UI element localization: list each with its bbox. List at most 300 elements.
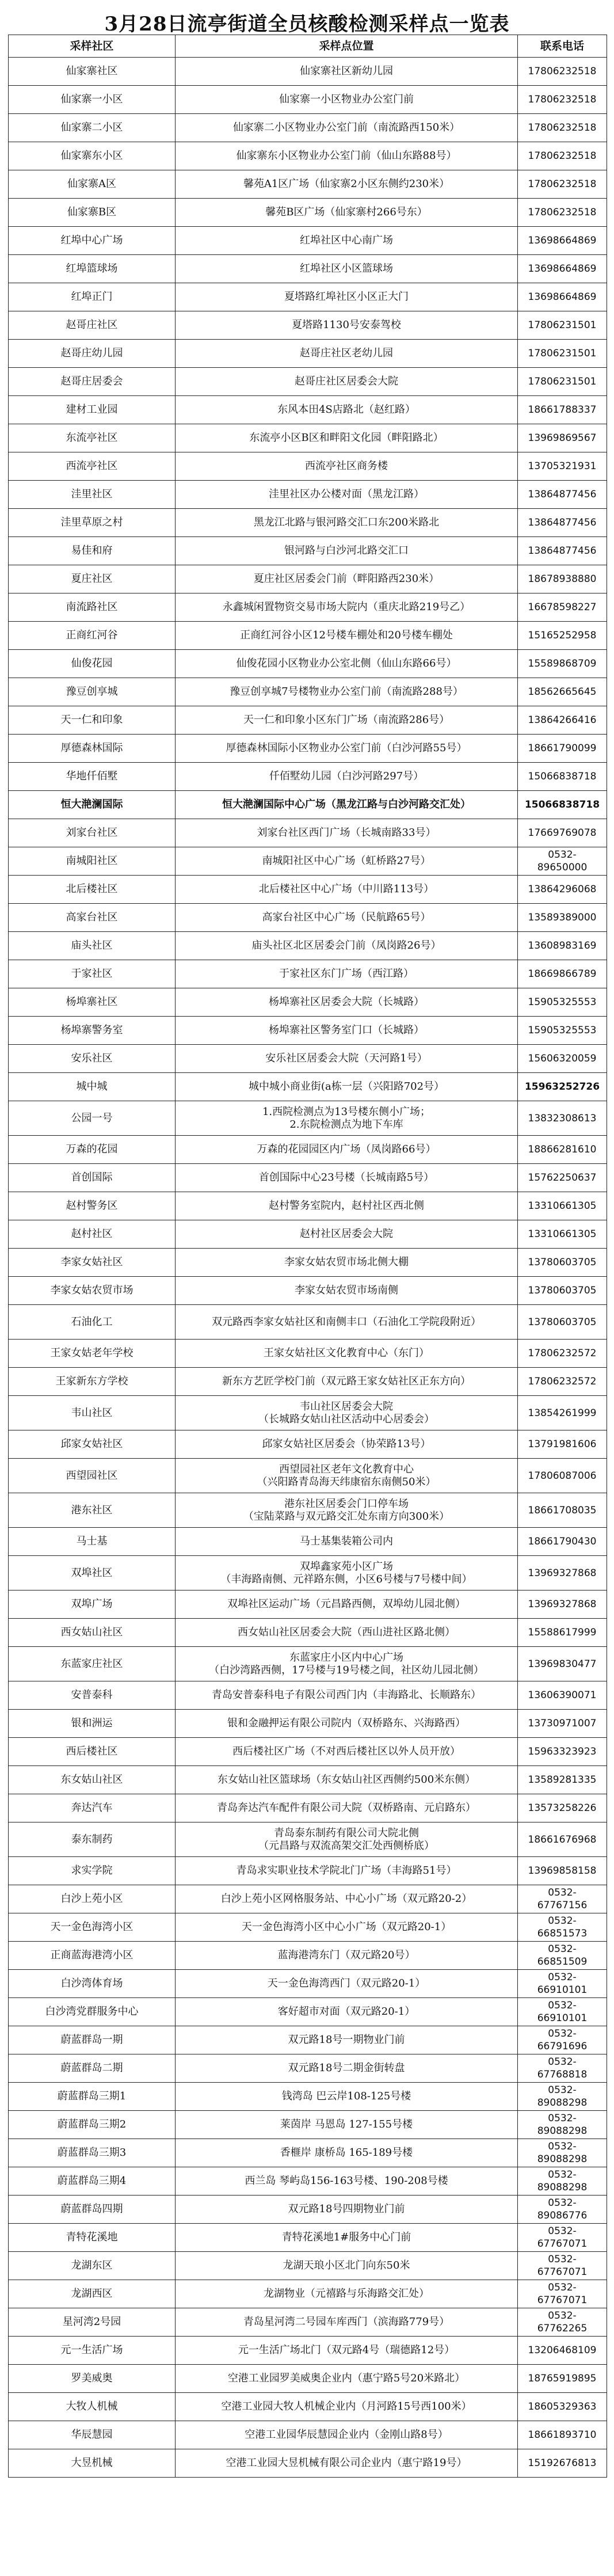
table-row [9, 2337, 607, 2365]
location-cell: 厚德森林国际小区物业办公室门前（白沙河路55号） [176, 735, 518, 763]
community-cell: 东蓝家庄社区 [9, 1647, 176, 1681]
phone-cell: 17669769078 [518, 819, 607, 847]
table-row [9, 2280, 607, 2308]
table-row [9, 2224, 607, 2252]
location-cell: 杨埠寨社区警务室门口（长城路） [176, 1017, 518, 1045]
community-cell: 双埠广场 [9, 1591, 176, 1619]
location-cell: 元一生活广场北门（双元路4号（瑞德路12号） [176, 2337, 518, 2365]
community-cell: 高家台社区 [9, 904, 176, 932]
community-cell: 青特花溪地 [9, 2224, 176, 2252]
location-cell: 黑龙江北路与银河路交汇口东200米路北 [176, 509, 518, 537]
community-cell: 星河湾2号园 [9, 2308, 176, 2337]
table-row [9, 1045, 607, 1073]
table-row [9, 1430, 607, 1459]
table-row [9, 58, 607, 86]
phone-cell: 0532- 66791696 [518, 2026, 607, 2054]
table-row [9, 706, 607, 735]
table-row [9, 2252, 607, 2280]
table-row [9, 650, 607, 678]
location-cell: 西后楼社区广场（不对西后楼社区以外人员开放） [176, 1738, 518, 1766]
location-cell: 李家女姑农贸市场南侧 [176, 1277, 518, 1305]
table-row [9, 819, 607, 847]
phone-cell: 0532- 67762265 [518, 2308, 607, 2337]
community-cell: 蔚蓝群岛三期1 [9, 2083, 176, 2111]
table-row [9, 1619, 607, 1647]
phone-cell: 17806231501 [518, 340, 607, 368]
location-cell: 刘家台社区西门广场（长城南路33号） [176, 819, 518, 847]
location-cell: 馨苑B区广场（仙家寨村266号东） [176, 199, 518, 227]
location-cell: 仙家寨二小区物业办公室门前（南流路西150米） [176, 114, 518, 142]
location-cell: 夏塔路红埠社区小区正大门 [176, 283, 518, 311]
table-row [9, 1766, 607, 1794]
table-row [9, 452, 607, 481]
phone-cell: 0532- 89650000 [518, 847, 607, 876]
location-cell: 青特花溪地1#服务中心门前 [176, 2224, 518, 2252]
community-cell: 赵村警务区 [9, 1192, 176, 1220]
community-cell: 杨埠寨警务室 [9, 1017, 176, 1045]
location-cell: 夏塔路1130号安泰驾校 [176, 311, 518, 340]
community-cell: 西后楼社区 [9, 1738, 176, 1766]
location-cell: 青岛泰东制药有限公司大院北侧 （元昌路与双流高架交汇处西侧桥底） [176, 1822, 518, 1857]
community-cell: 罗美威奥 [9, 2365, 176, 2393]
location-cell: 蓝海港湾东门（双元路20号） [176, 1942, 518, 1970]
phone-cell: 13969858158 [518, 1857, 607, 1885]
location-cell: 赵哥庄社区居委会大院 [176, 368, 518, 396]
community-cell: 王家女姑老年学校 [9, 1340, 176, 1368]
community-cell: 仙家寨社区 [9, 58, 176, 86]
table-row [9, 1681, 607, 1710]
table-row [9, 1913, 607, 1942]
table-body [9, 58, 607, 2478]
page-title: 3月28日流亭街道全员核酸检测采样点一览表 [104, 13, 510, 36]
table-row [9, 1136, 607, 1164]
table-row [9, 1220, 607, 1249]
table-row [9, 396, 607, 424]
table-row [9, 565, 607, 593]
community-cell: 白沙湾党群服务中心 [9, 1998, 176, 2026]
location-cell: 西女姑山社区居委会大院（西山进社区路北侧） [176, 1619, 518, 1647]
table-row [9, 1647, 607, 1681]
phone-cell: 18661788337 [518, 396, 607, 424]
phone-cell: 0532- 67767071 [518, 2280, 607, 2308]
community-cell: 大牧人机械 [9, 2393, 176, 2421]
community-cell: 奔达汽车 [9, 1794, 176, 1822]
phone-cell: 0532- 66910101 [518, 1970, 607, 1998]
phone-cell: 0532- 67768818 [518, 2054, 607, 2083]
community-cell: 元一生活广场 [9, 2337, 176, 2365]
community-cell: 泰东制药 [9, 1822, 176, 1857]
community-cell: 恒大滟澜国际 [9, 791, 176, 819]
phone-cell: 18661676968 [518, 1822, 607, 1857]
location-cell: 莱茵岸 马恩岛 127-155号楼 [176, 2111, 518, 2139]
phone-cell: 0532- 67767156 [518, 1885, 607, 1913]
community-cell: 洼里草原之村 [9, 509, 176, 537]
community-cell: 建材工业园 [9, 396, 176, 424]
community-cell: 赵哥庄居委会 [9, 368, 176, 396]
phone-cell: 13832308613 [518, 1101, 607, 1136]
table-row [9, 1738, 607, 1766]
table-row [9, 1822, 607, 1857]
phone-cell: 15589868709 [518, 650, 607, 678]
location-cell: 恒大滟澜国际中心广场（黑龙江路与白沙河路交汇处） [176, 791, 518, 819]
table-row [9, 255, 607, 283]
phone-cell: 13608983169 [518, 932, 607, 960]
table-row [9, 1794, 607, 1822]
phone-cell: 17806232518 [518, 114, 607, 142]
community-cell: 东女姑山社区 [9, 1766, 176, 1794]
community-cell: 双埠社区 [9, 1556, 176, 1591]
location-cell: 赵哥庄社区老幼儿园 [176, 340, 518, 368]
community-cell: 城中城 [9, 1073, 176, 1101]
location-cell: 南城阳社区中心广场（虹桥路27号） [176, 847, 518, 876]
phone-cell: 17806232572 [518, 1340, 607, 1368]
phone-cell: 13606390071 [518, 1681, 607, 1710]
location-cell: 双元路18号二期金街转盘 [176, 2054, 518, 2083]
phone-cell: 13698664869 [518, 255, 607, 283]
table-row [9, 1857, 607, 1885]
location-cell: 天一仁和印象小区东门广场（南流路286号） [176, 706, 518, 735]
table-row [9, 1459, 607, 1493]
community-cell: 正商红河谷 [9, 622, 176, 650]
location-cell: 天一金色海湾小区中心小广场（双元路20-1） [176, 1913, 518, 1942]
table-row [9, 1305, 607, 1340]
location-cell: 赵村警务室院内，赵村社区西北侧 [176, 1192, 518, 1220]
table-row [9, 227, 607, 255]
community-cell: 万森的花园 [9, 1136, 176, 1164]
community-cell: 洼里社区 [9, 481, 176, 509]
table-row [9, 283, 607, 311]
community-cell: 安普泰科 [9, 1681, 176, 1710]
table-row [9, 1192, 607, 1220]
location-cell: 钱湾岛 巴云岸108-125号楼 [176, 2083, 518, 2111]
header-community: 采样社区 [9, 35, 176, 58]
phone-cell: 13969327868 [518, 1556, 607, 1591]
table-row [9, 988, 607, 1017]
community-cell: 蔚蓝群岛三期4 [9, 2167, 176, 2196]
community-cell: 仙家寨二小区 [9, 114, 176, 142]
phone-cell: 13310661305 [518, 1220, 607, 1249]
location-cell: 双元路18号四期物业门前 [176, 2196, 518, 2224]
location-cell: 北后楼社区中心广场（中川路113号） [176, 876, 518, 904]
table-row [9, 876, 607, 904]
community-cell: 银和洲运 [9, 1710, 176, 1738]
location-cell: 龙湖物业（元禧路与乐海路交汇处） [176, 2280, 518, 2308]
phone-cell: 13864296068 [518, 876, 607, 904]
community-cell: 龙湖东区 [9, 2252, 176, 2280]
table-row [9, 481, 607, 509]
location-cell: 西兰岛 琴屿岛156-163号楼、190-208号楼 [176, 2167, 518, 2196]
location-cell: 天一金色海湾西门（双元路20-1） [176, 1970, 518, 1998]
table-row [9, 1073, 607, 1101]
location-cell: 红埠社区中心南广场 [176, 227, 518, 255]
table-row [9, 1942, 607, 1970]
location-cell: 仙家寨社区新幼儿园 [176, 58, 518, 86]
location-cell: 韦山社区居委会大院 （长城路女姑山社区活动中心居委会） [176, 1396, 518, 1430]
location-cell: 庙头社区北区居委会门前（凤岗路26号） [176, 932, 518, 960]
table-row [9, 424, 607, 452]
community-cell: 仙家寨东小区 [9, 142, 176, 170]
table-row [9, 2365, 607, 2393]
phone-cell: 13310661305 [518, 1192, 607, 1220]
community-cell: 豫豆创享城 [9, 678, 176, 706]
table-row [9, 1970, 607, 1998]
phone-cell: 17806231501 [518, 368, 607, 396]
phone-cell: 13791981606 [518, 1430, 607, 1459]
table-row [9, 1591, 607, 1619]
community-cell: 赵哥庄幼儿园 [9, 340, 176, 368]
table-row [9, 199, 607, 227]
community-cell: 马士基 [9, 1528, 176, 1556]
location-cell: 青岛安普泰科电子有限公司西门内（丰海路北、长顺路东） [176, 1681, 518, 1710]
table-row [9, 2139, 607, 2167]
community-cell: 仙家寨B区 [9, 199, 176, 227]
table-row [9, 142, 607, 170]
phone-cell: 17806232518 [518, 170, 607, 199]
table-row [9, 2083, 607, 2111]
table-row [9, 1101, 607, 1136]
location-cell: 西望园社区老年文化教育中心 （兴阳路青岛海天纬康宿东南侧50米） [176, 1459, 518, 1493]
phone-cell: 15762250637 [518, 1164, 607, 1192]
community-cell: 石油化工 [9, 1305, 176, 1340]
table-row [9, 114, 607, 142]
phone-cell: 0532- 66910101 [518, 1998, 607, 2026]
phone-cell: 0532- 89088298 [518, 2083, 607, 2111]
community-cell: 大昱机械 [9, 2449, 176, 2478]
community-cell: 求实学院 [9, 1857, 176, 1885]
phone-cell: 18669866789 [518, 960, 607, 988]
table-row [9, 678, 607, 706]
community-cell: 于家社区 [9, 960, 176, 988]
community-cell: 红埠篮球场 [9, 255, 176, 283]
location-cell: 永鑫城闲置物资交易市场大院内（重庆北路219号乙） [176, 593, 518, 622]
table-row [9, 735, 607, 763]
header-location: 采样点位置 [176, 35, 518, 58]
community-cell: 蔚蓝群岛三期3 [9, 2139, 176, 2167]
location-cell: 红埠社区小区篮球场 [176, 255, 518, 283]
table-row [9, 1017, 607, 1045]
table-row [9, 1556, 607, 1591]
sampling-sites-table [8, 35, 607, 2478]
community-cell: 华辰慧园 [9, 2421, 176, 2449]
community-cell: 华地仟佰墅 [9, 763, 176, 791]
location-cell: 邱家女姑社区居委会（协荣路13号） [176, 1430, 518, 1459]
phone-cell: 13780603705 [518, 1249, 607, 1277]
location-cell: 港东社区居委会门口停车场 （宝陆菜路与双元路交汇处东南方向300米） [176, 1493, 518, 1528]
phone-cell: 18661708035 [518, 1493, 607, 1528]
phone-cell: 13864877456 [518, 509, 607, 537]
location-cell: 李家女姑农贸市场北侧大棚 [176, 1249, 518, 1277]
location-cell: 仙俊花园小区物业办公室北侧（仙山东路66号） [176, 650, 518, 678]
community-cell: 王家新东方学校 [9, 1368, 176, 1396]
location-cell: 东风本田4S店路北（赵红路） [176, 396, 518, 424]
phone-cell: 0532- 66851509 [518, 1942, 607, 1970]
table-row [9, 1710, 607, 1738]
community-cell: 西流亭社区 [9, 452, 176, 481]
phone-cell: 13780603705 [518, 1277, 607, 1305]
community-cell: 西望园社区 [9, 1459, 176, 1493]
phone-cell: 15905325553 [518, 988, 607, 1017]
location-cell: 空港工业园大牧人机械企业内（月河路15号西100米） [176, 2393, 518, 2421]
location-cell: 馨苑A1区广场（仙家寨2小区东侧约230米） [176, 170, 518, 199]
location-cell: 于家社区东门广场（西江路） [176, 960, 518, 988]
community-cell: 厚德森林国际 [9, 735, 176, 763]
community-cell: 西女姑山社区 [9, 1619, 176, 1647]
location-cell: 香榧岸 康桥岛 165-189号楼 [176, 2139, 518, 2167]
phone-cell: 15905325553 [518, 1017, 607, 1045]
phone-cell: 17806232518 [518, 58, 607, 86]
community-cell: 仙俊花园 [9, 650, 176, 678]
table-row [9, 2026, 607, 2054]
community-cell: 蔚蓝群岛四期 [9, 2196, 176, 2224]
community-cell: 南城阳社区 [9, 847, 176, 876]
location-cell: 仙家寨一小区物业办公室门前 [176, 86, 518, 114]
community-cell: 刘家台社区 [9, 819, 176, 847]
phone-cell: 0532- 89088298 [518, 2111, 607, 2139]
community-cell: 李家女姑农贸市场 [9, 1277, 176, 1305]
community-cell: 公园一号 [9, 1101, 176, 1136]
location-cell: 马士基集装箱公司内 [176, 1528, 518, 1556]
location-cell: 银和金融押运有限公司院内（双桥路东、兴海路西） [176, 1710, 518, 1738]
community-cell: 庙头社区 [9, 932, 176, 960]
location-cell: 高家台社区中心广场（民航路65号） [176, 904, 518, 932]
phone-cell: 16678598227 [518, 593, 607, 622]
phone-cell: 18605329363 [518, 2393, 607, 2421]
phone-cell: 13698664869 [518, 227, 607, 255]
table-row [9, 1528, 607, 1556]
community-cell: 正商蓝海港湾小区 [9, 1942, 176, 1970]
location-cell: 仟佰墅幼儿园（白沙河路297号） [176, 763, 518, 791]
location-cell: 新东方艺匠学校门前（双元路王家女姑社区正东方向） [176, 1368, 518, 1396]
phone-cell: 15066838718 [518, 763, 607, 791]
table-row [9, 2393, 607, 2421]
location-cell: 银河路与白沙河北路交汇口 [176, 537, 518, 565]
phone-cell: 13864266416 [518, 706, 607, 735]
community-cell: 东流亭社区 [9, 424, 176, 452]
phone-cell: 13589389000 [518, 904, 607, 932]
location-cell: 西流亭社区商务楼 [176, 452, 518, 481]
phone-cell: 13730971007 [518, 1710, 607, 1738]
phone-cell: 15192676813 [518, 2449, 607, 2478]
table-row [9, 1277, 607, 1305]
location-cell: 万森的花园园区内广场（凤岗路66号） [176, 1136, 518, 1164]
phone-cell: 18661790430 [518, 1528, 607, 1556]
location-cell: 空港工业园罗美威奥企业内（惠宁路5号20米路北） [176, 2365, 518, 2393]
location-cell: 东女姑山社区篮球场（东女姑山社区西侧约500米东侧） [176, 1766, 518, 1794]
table-header-row [9, 35, 607, 58]
phone-cell: 13573258226 [518, 1794, 607, 1822]
location-cell: 安乐社区居委会大院（天河路1号） [176, 1045, 518, 1073]
table-row [9, 2421, 607, 2449]
phone-cell: 13854261999 [518, 1396, 607, 1430]
community-cell: 安乐社区 [9, 1045, 176, 1073]
community-cell: 龙湖西区 [9, 2280, 176, 2308]
location-cell: 龙湖天琅小区北门向东50米 [176, 2252, 518, 2280]
table-row [9, 1340, 607, 1368]
table-row [9, 509, 607, 537]
community-cell: 天一金色海湾小区 [9, 1913, 176, 1942]
phone-cell: 17806232518 [518, 142, 607, 170]
table-row [9, 932, 607, 960]
table-row [9, 2111, 607, 2139]
location-cell: 青岛星河湾二号园车库西门（滨海路779号） [176, 2308, 518, 2337]
phone-cell: 15165252958 [518, 622, 607, 650]
phone-cell: 13206468109 [518, 2337, 607, 2365]
phone-cell: 18562665645 [518, 678, 607, 706]
table-row [9, 791, 607, 819]
community-cell: 仙家寨A区 [9, 170, 176, 199]
phone-cell: 13864877456 [518, 481, 607, 509]
location-cell: 豫豆创享城7号楼物业办公室门前（南流路288号） [176, 678, 518, 706]
community-cell: 白沙湾体育场 [9, 1970, 176, 1998]
community-cell: 蔚蓝群岛一期 [9, 2026, 176, 2054]
location-cell: 双埠社区运动广场（元昌路西侧，双埠幼儿园北侧） [176, 1591, 518, 1619]
phone-cell: 17806232518 [518, 199, 607, 227]
table-row [9, 2167, 607, 2196]
phone-cell: 15963252726 [518, 1073, 607, 1101]
table-row [9, 847, 607, 876]
location-cell: 仙家寨东小区物业办公室门前（仙山东路88号） [176, 142, 518, 170]
location-cell: 正商红河谷小区12号楼车棚处和20号楼车棚处 [176, 622, 518, 650]
table-row [9, 1249, 607, 1277]
phone-cell: 13589281335 [518, 1766, 607, 1794]
phone-cell: 15963323923 [518, 1738, 607, 1766]
phone-cell: 18765919895 [518, 2365, 607, 2393]
table-row [9, 1164, 607, 1192]
phone-cell: 13864877456 [518, 537, 607, 565]
phone-cell: 0532- 89088298 [518, 2139, 607, 2167]
community-cell: 韦山社区 [9, 1396, 176, 1430]
community-cell: 仙家寨一小区 [9, 86, 176, 114]
phone-cell: 13969830477 [518, 1647, 607, 1681]
phone-cell: 13698664869 [518, 283, 607, 311]
table-row [9, 904, 607, 932]
community-cell: 北后楼社区 [9, 876, 176, 904]
phone-cell: 0532- 89088298 [518, 2167, 607, 2196]
community-cell: 首创国际 [9, 1164, 176, 1192]
community-cell: 南流路社区 [9, 593, 176, 622]
location-cell: 青岛求实职业技术学院北门广场（丰海路51号） [176, 1857, 518, 1885]
table-row [9, 1885, 607, 1913]
table-row [9, 2054, 607, 2083]
phone-cell: 13780603705 [518, 1305, 607, 1340]
community-cell: 赵村社区 [9, 1220, 176, 1249]
location-cell: 青岛奔达汽车配件有限公司大院（双桥路南、元启路东） [176, 1794, 518, 1822]
table-row [9, 1493, 607, 1528]
community-cell: 易佳和府 [9, 537, 176, 565]
header-phone: 联系电话 [518, 35, 607, 58]
phone-cell: 18866281610 [518, 1136, 607, 1164]
location-cell: 杨埠寨社区居委会大院（长城路） [176, 988, 518, 1017]
table-row [9, 1368, 607, 1396]
phone-cell: 13705321931 [518, 452, 607, 481]
phone-cell: 18678938880 [518, 565, 607, 593]
table-row [9, 2308, 607, 2337]
community-cell: 红埠中心广场 [9, 227, 176, 255]
location-cell: 城中城小商业街(a栋一层（兴阳路702号） [176, 1073, 518, 1101]
table-row [9, 622, 607, 650]
location-cell: 东流亭小区B区和畔阳文化园（畔阳路北） [176, 424, 518, 452]
table-row [9, 593, 607, 622]
phone-cell: 15588617999 [518, 1619, 607, 1647]
community-cell: 天一仁和印象 [9, 706, 176, 735]
location-cell: 双埠鑫家苑小区广场 （丰海路南侧、元祥路东侧，小区6号楼与7号楼中间） [176, 1556, 518, 1591]
community-cell: 李家女姑社区 [9, 1249, 176, 1277]
location-cell: 王家女姑社区文化教育中心（东门） [176, 1340, 518, 1368]
phone-cell: 18661790099 [518, 735, 607, 763]
table-row [9, 960, 607, 988]
phone-cell: 15606320059 [518, 1045, 607, 1073]
location-cell: 东蓝家庄小区内中心广场 （白沙湾路西侧，17号楼与19号楼之间，社区幼儿园北侧） [176, 1647, 518, 1681]
